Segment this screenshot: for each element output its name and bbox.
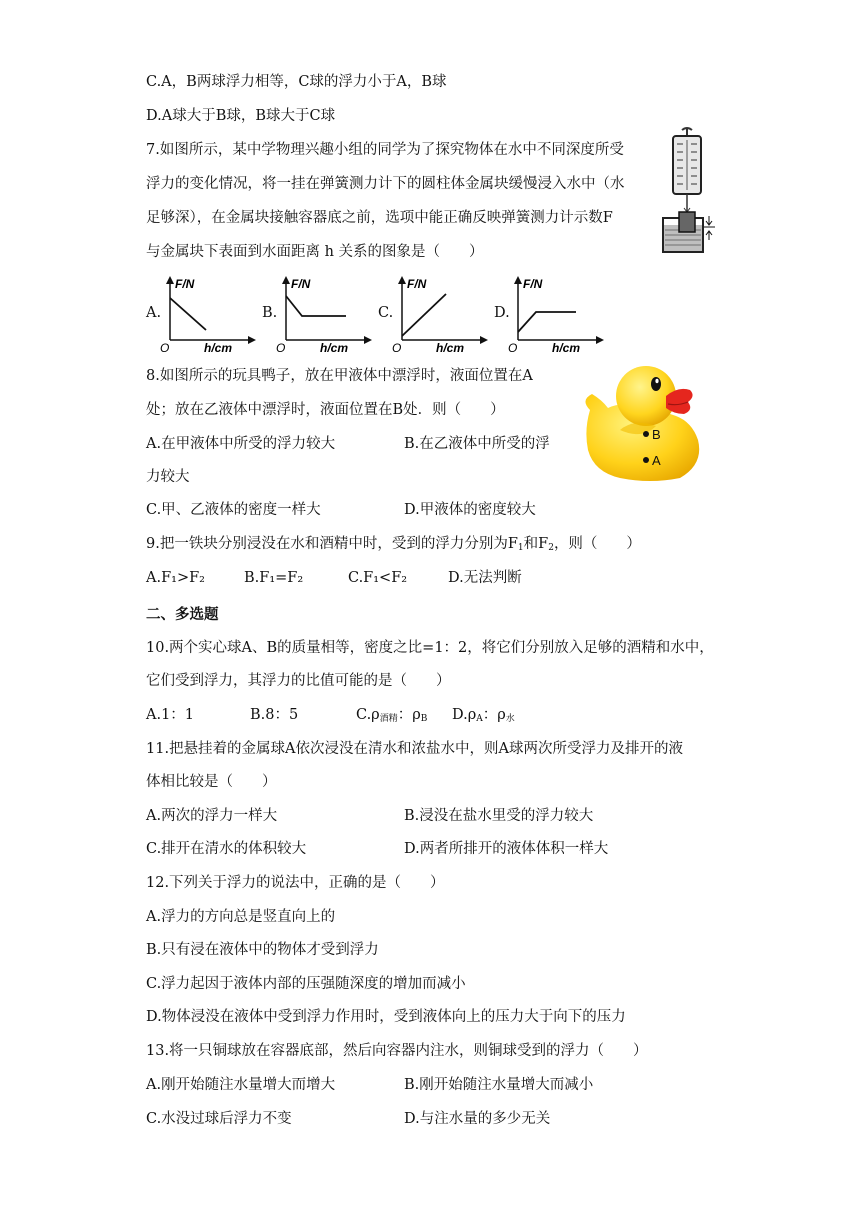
- q13-stem: 13.将一只铜球放在容器底部，然后向容器内注水，则铜球受到的浮力（ ）: [146, 1043, 648, 1059]
- q11-option-c: C.排开在清水的体积较大: [146, 841, 307, 857]
- q7-graph-d-ylabel: F/N: [523, 277, 543, 291]
- rubber-duck-figure: [580, 360, 720, 484]
- q7-graph-c-ylabel: F/N: [407, 277, 427, 291]
- q7-stem-line4: 与金属块下表面到水面距离 h 关系的图象是（ ）: [146, 244, 484, 260]
- q10-option-c-sub2: B: [420, 714, 428, 724]
- q8-stem-line1: 8.如图所示的玩具鸭子，放在甲液体中漂浮时，液面位置在A: [146, 368, 533, 384]
- q9-stem-c: ，则（ ）: [553, 536, 641, 552]
- q10-option-d-sub1: A: [476, 714, 483, 724]
- q10-option-c-sub1: 酒精: [379, 714, 398, 724]
- duck-mark-a: [643, 457, 649, 463]
- q9-stem: [146, 534, 641, 558]
- q6-option-c: C.A，B两球浮力相等，C球的浮力小于A，B球: [146, 74, 447, 90]
- q7-graph-a-ylabel: F/N: [175, 277, 195, 291]
- q8-stem-line2: 处；放在乙液体中漂浮时，液面位置在B处．则（ ）: [146, 402, 505, 418]
- q12-option-a: A.浮力的方向总是竖直向上的: [146, 909, 336, 925]
- q7-graph-b-xlabel: h/cm: [320, 341, 349, 354]
- q7-graph-c: [390, 274, 490, 354]
- q7-graph-a-curve: [170, 298, 206, 330]
- q8-option-a: A.在甲液体中所受的浮力较大: [146, 436, 336, 452]
- q8-option-c: C.甲、乙液体的密度一样大: [146, 502, 321, 518]
- q7-graph-d-xlabel: h/cm: [552, 341, 581, 354]
- q10-option-c-a: C.ρ: [356, 707, 380, 723]
- q13-option-d: D.与注水量的多少无关: [404, 1111, 551, 1127]
- q12-option-d: D.物体浸没在液体中受到浮力作用时，受到液体向上的压力大于向下的压力: [146, 1009, 626, 1025]
- q7-stem-line3: 足够深），在金属块接触容器底之前，选项中能正确反映弹簧测力计示数F: [146, 210, 613, 226]
- q7-graph-d: [506, 274, 606, 354]
- q9-stem-a: 9.把一铁块分别浸没在水和酒精中时，受到的浮力分别为F: [146, 536, 518, 552]
- q10-option-c: [356, 705, 427, 729]
- q7-graph-c-curve: [402, 294, 446, 336]
- q13-option-a: A.刚开始随注水量增大而增大: [146, 1077, 336, 1093]
- q6-option-d: D.A球大于B球，B球大于C球: [146, 108, 336, 124]
- section-heading-multiple-choice: 二、多选题: [146, 607, 219, 623]
- q8-option-d: D.甲液体的密度较大: [404, 502, 536, 518]
- q12-stem: 12.下列关于浮力的说法中，正确的是（ ）: [146, 875, 445, 891]
- q10-stem-line2: 它们受到浮力，其浮力的比值可能的是（ ）: [146, 673, 451, 689]
- q11-stem-line2: 体相比较是（ ）: [146, 774, 277, 790]
- q10-option-b: B.8：5: [250, 707, 299, 723]
- q11-option-a: A.两次的浮力一样大: [146, 808, 278, 824]
- q7-graph-c-origin: O: [392, 341, 402, 354]
- q7-option-b-label: B.: [262, 305, 278, 321]
- q7-graph-b-curve: [286, 296, 346, 316]
- q7-graph-b-origin: O: [276, 341, 286, 354]
- q9-option-d: D.无法判断: [448, 570, 522, 586]
- duck-mark-b: [643, 431, 649, 437]
- q8-option-b: B.在乙液体中所受的浮: [404, 436, 550, 452]
- q9-option-b: B.F₁=F₂: [244, 570, 304, 586]
- q7-stem-line1: 7.如图所示，某中学物理兴趣小组的同学为了探究物体在水中不同深度所受: [146, 142, 624, 158]
- q10-option-d: [452, 705, 515, 729]
- q7-graph-c-xlabel: h/cm: [436, 341, 465, 354]
- duck-label-a: A: [652, 453, 661, 468]
- q7-graph-d-curve: [518, 312, 576, 332]
- q7-option-c-label: C.: [378, 305, 394, 321]
- q7-graph-b-ylabel: F/N: [291, 277, 311, 291]
- q9-option-c: C.F₁<F₂: [348, 570, 408, 586]
- q10-option-d-a: D.ρ: [452, 707, 477, 723]
- q7-graph-a: [158, 274, 258, 354]
- q7-graph-b: [274, 274, 374, 354]
- q9-sub-2: 2: [548, 543, 554, 553]
- q10-option-d-sub2: 水: [505, 714, 515, 724]
- q8-option-b-continued: 力较大: [146, 469, 190, 485]
- q10-option-a: A.1：1: [146, 707, 195, 723]
- q7-option-d-label: D.: [494, 305, 510, 321]
- q7-graph-a-xlabel: h/cm: [204, 341, 233, 354]
- q9-option-a: A.F₁>F₂: [146, 570, 205, 586]
- q7-graph-a-origin: O: [160, 341, 170, 354]
- q13-option-c: C.水没过球后浮力不变: [146, 1111, 292, 1127]
- q10-option-d-b: ：ρ: [482, 707, 506, 723]
- q11-option-b: B.浸没在盐水里受的浮力较大: [404, 808, 594, 824]
- q11-option-d: D.两者所排开的液体体积一样大: [404, 841, 609, 857]
- q11-stem-line1: 11.把悬挂着的金属球A依次浸没在清水和浓盐水中，则A球两次所受浮力及排开的液: [146, 741, 683, 757]
- q7-option-a-label: A.: [146, 305, 162, 321]
- q9-stem-b: 和F: [523, 536, 549, 552]
- q7-graph-d-origin: O: [508, 341, 518, 354]
- q10-option-c-b: ：ρ: [397, 707, 421, 723]
- q10-stem-line1: 10.两个实心球A、B的质量相等，密度之比=1：2，将它们分别放入足够的酒精和水中，: [146, 640, 714, 656]
- q9-sub-1: 1: [517, 543, 524, 553]
- q12-option-b: B.只有浸在液体中的物体才受到浮力: [146, 942, 379, 958]
- duck-label-b: B: [652, 427, 661, 442]
- spring-balance-figure: [657, 126, 717, 258]
- q12-option-c: C.浮力起因于液体内部的压强随深度的增加而减小: [146, 976, 466, 992]
- q13-option-b: B.刚开始随注水量增大而减小: [404, 1077, 594, 1093]
- q7-stem-line2: 浮力的变化情况，将一挂在弹簧测力计下的圆柱体金属块缓慢浸入水中（水: [146, 176, 625, 192]
